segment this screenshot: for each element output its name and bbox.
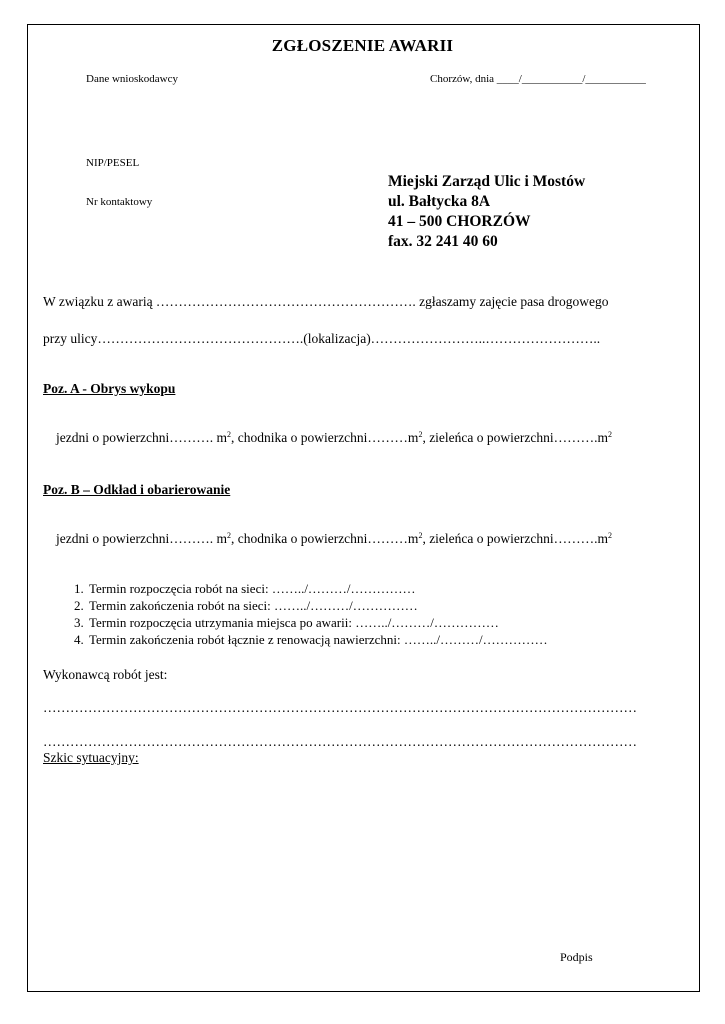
recipient-name: Miejski Zarząd Ulic i Mostów bbox=[388, 173, 586, 190]
section-b-areas: jezdni o powierzchni………. $m^2$, chodnika o $powierzchni\dots\dots\dots m^2$, zieleńca o $powierzchni\dots\dots\dots.m^2$ bbox=[56, 531, 612, 546]
applicant-label: Dane wnioskodawcy bbox=[86, 73, 178, 85]
contractor-line-2: …………………………………………………………………………………………………………………… bbox=[43, 734, 637, 749]
term-item: 1. Termin rozpoczęcia robót na sieci: ……../………/…………… bbox=[87, 580, 548, 597]
form-border bbox=[27, 24, 700, 992]
term-item: 4. Termin zakończenia robót łącznie z renowacją nawierzchni: ……../………/…………… bbox=[87, 631, 548, 648]
terms-list bbox=[43, 580, 548, 648]
form-title: ZGŁOSZENIE AWARII bbox=[271, 36, 454, 55]
recipient-city: 41 – 500 CHORZÓW bbox=[388, 213, 531, 230]
section-a-heading: Poz. A - Obrys wykopu bbox=[43, 381, 176, 396]
recipient-address bbox=[388, 172, 585, 252]
signature-label: Podpis bbox=[560, 950, 593, 964]
recipient-fax: fax. 32 241 40 60 bbox=[388, 233, 498, 250]
term-item: 3. Termin rozpoczęcia utrzymania miejsca po awarii: ……../………/…………… bbox=[87, 614, 548, 631]
paragraph-line-1: W związku z awarią …………………………………………………. zgłaszamy zajęcie pasa drogowego bbox=[43, 294, 609, 309]
section-a-areas: jezdni o powierzchni………. $m^2$, chodnika o $powierzchni\dots\dots\dots m^2$, zieleńca o $powierzchni\dots\dots\dots.m^2$ bbox=[56, 430, 612, 445]
paragraph-line-2: przy ulicy……………………………………….(lokalizacja)……………………..…………………….. bbox=[43, 331, 601, 346]
sketch-label: Szkic sytuacyjny: bbox=[43, 750, 139, 765]
recipient-street: ul. Bałtycka 8A bbox=[388, 193, 491, 210]
place-date-field: Chorzów, dnia ____/___________/___________ bbox=[430, 73, 646, 85]
contact-number-label: Nr kontaktowy bbox=[86, 196, 153, 208]
section-b-heading: Poz. B – Odkład i obarierowanie bbox=[43, 482, 231, 497]
contractor-line-1: …………………………………………………………………………………………………………………… bbox=[43, 700, 637, 715]
contractor-label: Wykonawcą robót jest: bbox=[43, 667, 168, 682]
term-item: 2. Termin zakończenia robót na sieci: ……../………/…………… bbox=[87, 597, 548, 614]
nip-pesel-label: NIP/PESEL bbox=[86, 157, 140, 169]
